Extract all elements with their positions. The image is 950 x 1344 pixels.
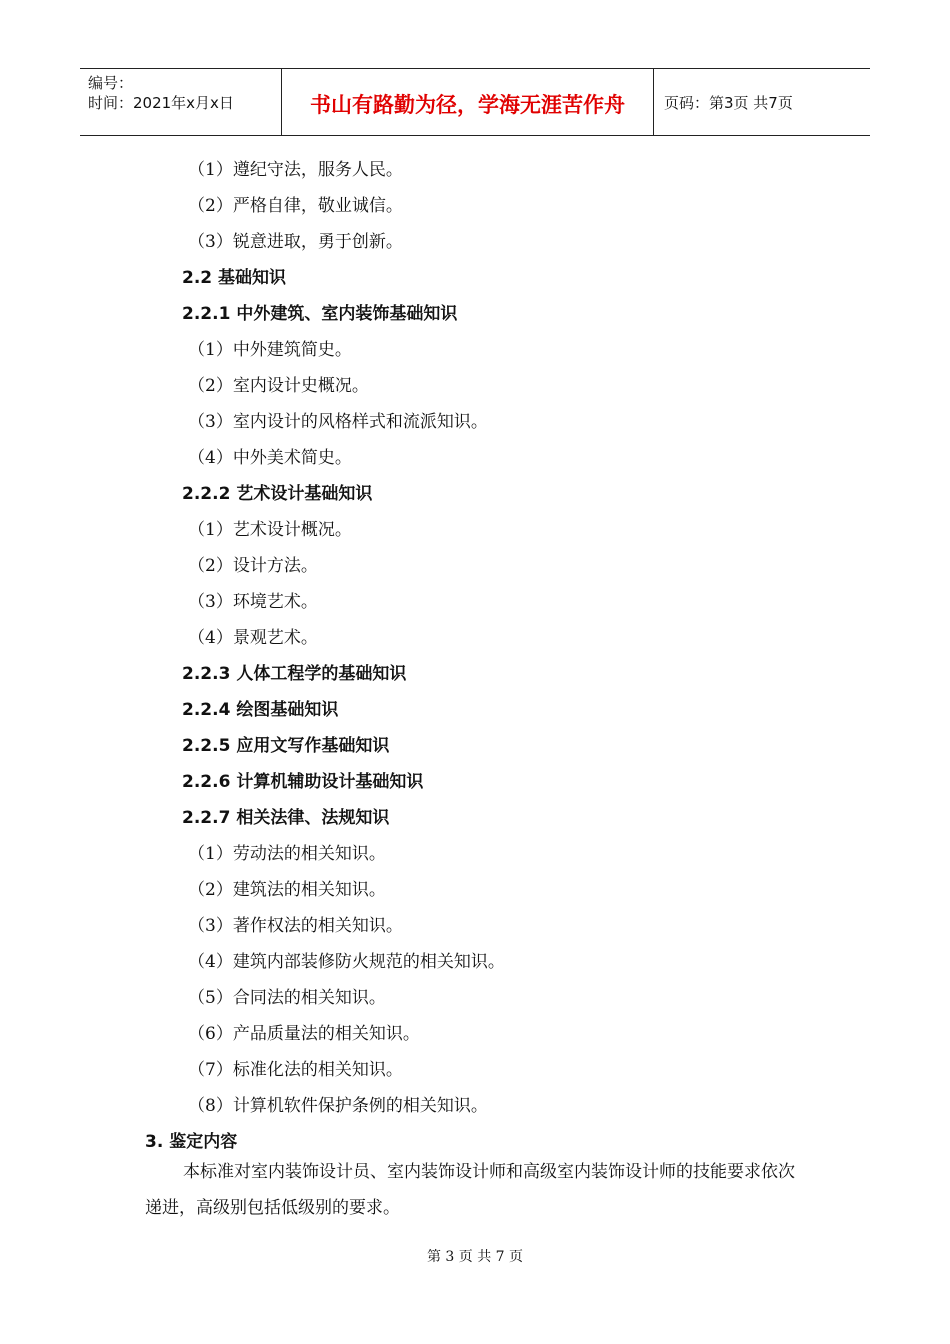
subsection-heading: 2.2.1 中外建筑、室内装饰基础知识	[182, 304, 458, 324]
section-heading: 3. 鉴定内容	[145, 1132, 238, 1152]
subsection-heading: 2.2.5 应用文写作基础知识	[182, 736, 390, 756]
header-motto: 书山有路勤为径，学海无涯苦作舟	[282, 69, 654, 135]
subsection-heading: 2.2.4 绘图基础知识	[182, 700, 339, 720]
list-item: （4）中外美术简史。	[188, 448, 352, 468]
header-page-label: 页码：第3页 共7页	[664, 93, 793, 112]
header-left-cell	[80, 69, 282, 135]
list-item: （3）著作权法的相关知识。	[188, 916, 403, 936]
section-heading: 2.2 基础知识	[182, 268, 287, 288]
subsection-heading: 2.2.6 计算机辅助设计基础知识	[182, 772, 424, 792]
time-label: 时间：2021年x月x日	[88, 94, 234, 112]
list-item: （1）中外建筑简史。	[188, 340, 352, 360]
list-item: （7）标准化法的相关知识。	[188, 1060, 403, 1080]
list-item: （1）劳动法的相关知识。	[188, 844, 386, 864]
list-item: （3）锐意进取，勇于创新。	[188, 232, 403, 252]
subsection-heading: 2.2.7 相关法律、法规知识	[182, 808, 390, 828]
list-item: （5）合同法的相关知识。	[188, 988, 386, 1008]
subsection-heading: 2.2.3 人体工程学的基础知识	[182, 664, 407, 684]
page-footer: 第 3 页 共 7 页	[426, 1249, 524, 1265]
subsection-heading: 2.2.2 艺术设计基础知识	[182, 484, 373, 504]
body-paragraph: 本标准对室内装饰设计员、室内装饰设计师和高级室内装饰设计师的技能要求依次递进，高级别包括低级别的要求。	[145, 1162, 795, 1218]
list-item: （2）严格自律，敬业诚信。	[188, 196, 403, 216]
list-item: （2）室内设计史概况。	[188, 376, 369, 396]
number-label: 编号：	[88, 74, 134, 92]
list-item: （3）环境艺术。	[188, 592, 318, 612]
list-item: （4）建筑内部装修防火规范的相关知识。	[188, 952, 505, 972]
list-item: （2）设计方法。	[188, 556, 318, 576]
list-item: （6）产品质量法的相关知识。	[188, 1024, 420, 1044]
page-header	[80, 68, 870, 136]
list-item: （3）室内设计的风格样式和流派知识。	[188, 412, 488, 432]
list-item: （2）建筑法的相关知识。	[188, 880, 386, 900]
list-item: （1）遵纪守法，服务人民。	[188, 160, 403, 180]
list-item: （1）艺术设计概况。	[188, 520, 352, 540]
list-item: （4）景观艺术。	[188, 628, 318, 648]
list-item: （8）计算机软件保护条例的相关知识。	[188, 1096, 488, 1116]
